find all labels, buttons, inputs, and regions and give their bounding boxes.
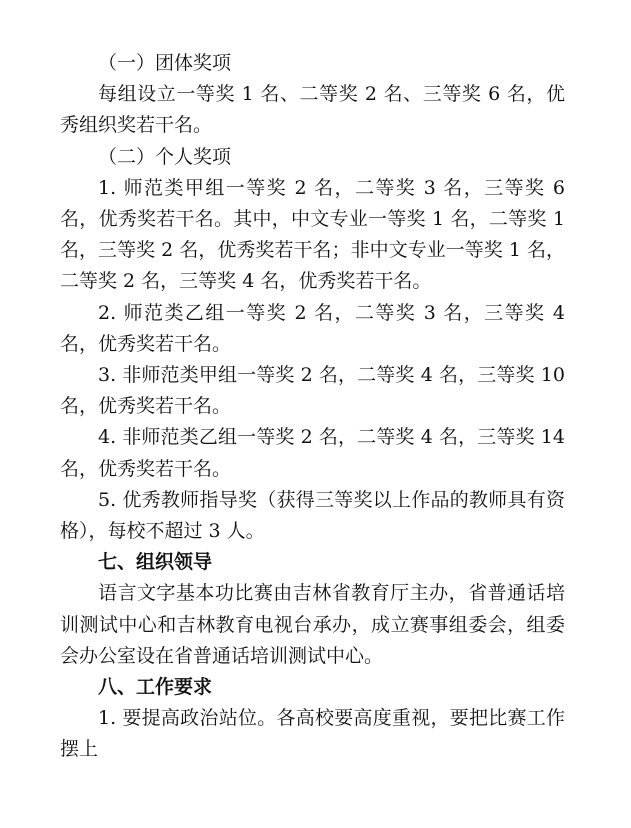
section-7-heading: 七、组织领导 <box>98 551 213 574</box>
individual-item-5: 5. 优秀教师指导奖（获得三等奖以上作品的教师具有资格），每校不超过 3 人。 <box>60 488 565 543</box>
individual-item-3: 3. 非师范类甲组一等奖 2 名，二等奖 4 名，三等奖 10 名，优秀奖若干名。 <box>60 364 565 418</box>
individual-item-4: 4. 非师范类乙组一等奖 2 名，二等奖 4 名，三等奖 14 名，优秀奖若干名。 <box>60 426 565 480</box>
document-page <box>60 48 565 766</box>
section-8-heading: 八、工作要求 <box>98 676 213 699</box>
individual-item-2: 2. 师范类乙组一等奖 2 名，二等奖 3 名，三等奖 4 名，优秀奖若干名。 <box>60 301 565 355</box>
group-award-text: 每组设立一等奖 1 名、二等奖 2 名、三等奖 6 名，优秀组织奖若干名。 <box>60 83 565 137</box>
individual-award-heading: （二）个人奖项 <box>98 145 232 168</box>
group-award-heading: （一）团体奖项 <box>98 52 232 74</box>
section-8-item-1: 1. 要提高政治站位。各高校要高度重视，要把比赛工作摆上 <box>60 707 565 761</box>
section-7-text: 语言文字基本功比赛由吉林省教育厅主办，省普通话培训测试中心和吉林教育电视台承办，成立赛事组委会，组委会办公室设在省普通话培训测试中心。 <box>60 582 565 667</box>
individual-item-1: 1. 师范类甲组一等奖 2 名，二等奖 3 名，三等奖 6 名，优秀奖若干名。其中，中文专业一等奖 1 名，二等奖 1 名，三等奖 2 名，优秀奖若干名；非中文专业一等奖 1 名，二等奖 2 名，三等奖 4 名，优秀奖若干名。 <box>60 176 565 293</box>
